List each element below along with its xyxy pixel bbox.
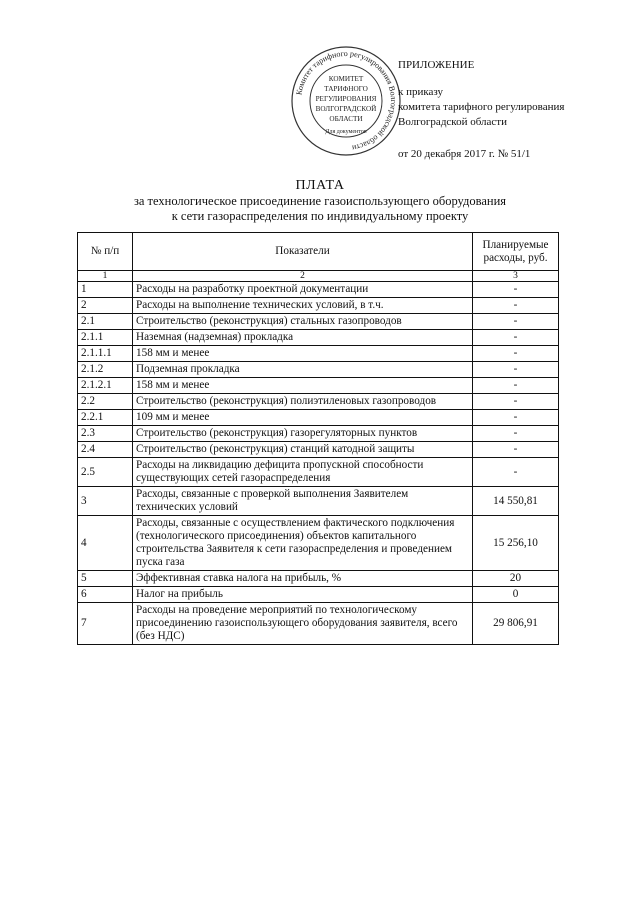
row-indicator: Строительство (реконструкция) стальных газопроводов	[133, 314, 473, 330]
row-indicator: Строительство (реконструкция) полиэтиленовых газопроводов	[133, 394, 473, 410]
table-row	[78, 378, 559, 394]
row-number: 1	[78, 282, 133, 298]
table-row	[78, 487, 559, 516]
row-value: 20	[473, 571, 559, 587]
row-value: 29 806,91	[473, 603, 559, 645]
appendix-line-1: к приказу	[398, 85, 444, 98]
row-indicator: Наземная (надземная) прокладка	[133, 330, 473, 346]
table-row	[78, 603, 559, 645]
row-value: -	[473, 314, 559, 330]
row-value: 14 550,81	[473, 487, 559, 516]
row-value: -	[473, 394, 559, 410]
row-number: 2.1.2.1	[78, 378, 133, 394]
row-indicator: Эффективная ставка налога на прибыль, %	[133, 571, 473, 587]
row-indicator: Расходы на выполнение технических условий, в т.ч.	[133, 298, 473, 314]
appendix-title: ПРИЛОЖЕНИЕ	[398, 59, 475, 71]
table-row	[78, 362, 559, 378]
row-value: -	[473, 410, 559, 426]
table-row	[78, 394, 559, 410]
row-indicator: Подземная прокладка	[133, 362, 473, 378]
row-number: 3	[78, 487, 133, 516]
row-number: 2.4	[78, 442, 133, 458]
row-indicator: Расходы на ликвидацию дефицита пропускной способности существующих сетей газораспределения	[133, 458, 473, 487]
header-number: № п/п	[78, 233, 133, 271]
table-row	[78, 571, 559, 587]
table-row	[78, 346, 559, 362]
index-cell: 1	[78, 271, 133, 282]
row-indicator: 109 мм и менее	[133, 410, 473, 426]
row-number: 2.3	[78, 426, 133, 442]
row-number: 2.2	[78, 394, 133, 410]
row-number: 2.1.2	[78, 362, 133, 378]
row-value: -	[473, 442, 559, 458]
row-indicator: Расходы, связанные с проверкой выполнения Заявителем технических условий	[133, 487, 473, 516]
table-row	[78, 410, 559, 426]
title-line-1: за технологическое присоединение газоиспользующего оборудования	[133, 194, 507, 208]
header-indicator: Показатели	[133, 233, 473, 271]
table-row	[78, 587, 559, 603]
row-number: 2.1.1	[78, 330, 133, 346]
row-indicator: Налог на прибыль	[133, 587, 473, 603]
seal-bottom-text: Для документов	[325, 129, 367, 135]
cost-table	[77, 232, 559, 645]
appendix-header	[398, 58, 564, 162]
row-number: 5	[78, 571, 133, 587]
row-indicator: Расходы на разработку проектной документации	[133, 282, 473, 298]
row-value: -	[473, 378, 559, 394]
appendix-line-2: комитета тарифного регулирования	[398, 100, 565, 113]
row-number: 2	[78, 298, 133, 314]
seal-line-1: КОМИТЕТ	[328, 75, 364, 83]
seal-ring-text: Комитет тарифного регулирования Волгоградской области	[294, 48, 399, 153]
table-row	[78, 516, 559, 571]
table-header-row	[78, 233, 559, 271]
table-row	[78, 426, 559, 442]
table-row	[78, 298, 559, 314]
official-seal	[290, 45, 402, 157]
row-value: -	[473, 458, 559, 487]
row-value: -	[473, 282, 559, 298]
row-value: -	[473, 362, 559, 378]
row-number: 2.1.1.1	[78, 346, 133, 362]
row-indicator: Расходы, связанные с осуществлением фактического подключения (технологического присоединения) объектов капитального строительства Заявителя к сети газораспределения и проведением пуска газа	[133, 516, 473, 571]
row-number: 2.5	[78, 458, 133, 487]
seal-line-2: ТАРИФНОГО	[324, 85, 368, 93]
table-row	[78, 442, 559, 458]
title-main: ПЛАТА	[295, 178, 345, 193]
table-row	[78, 458, 559, 487]
row-number: 4	[78, 516, 133, 571]
table-row	[78, 330, 559, 346]
row-indicator: Строительство (реконструкция) газорегуляторных пунктов	[133, 426, 473, 442]
row-value: -	[473, 426, 559, 442]
row-number: 2.2.1	[78, 410, 133, 426]
row-value: -	[473, 330, 559, 346]
row-value: 15 256,10	[473, 516, 559, 571]
title-line-2: к сети газораспределения по индивидуальному проекту	[171, 209, 469, 223]
seal-line-4: ВОЛГОГРАДСКОЙ	[315, 105, 377, 113]
index-cell: 2	[133, 271, 473, 282]
seal-line-3: РЕГУЛИРОВАНИЯ	[315, 95, 377, 103]
header-planned-cost: Планируемые расходы, руб.	[473, 233, 559, 271]
row-number: 6	[78, 587, 133, 603]
index-cell: 3	[473, 271, 559, 282]
document-title	[0, 178, 640, 224]
row-number: 2.1	[78, 314, 133, 330]
row-number: 7	[78, 603, 133, 645]
row-value: 0	[473, 587, 559, 603]
row-indicator: 158 мм и менее	[133, 346, 473, 362]
row-value: -	[473, 298, 559, 314]
row-value: -	[473, 346, 559, 362]
table-row	[78, 282, 559, 298]
table-index-row	[78, 271, 559, 282]
appendix-date: от 20 декабря 2017 г. № 51/1	[398, 148, 531, 161]
row-indicator: Расходы на проведение мероприятий по технологическому присоединению газоиспользующего оборудования заявителя, всего (без НДС)	[133, 603, 473, 645]
row-indicator: 158 мм и менее	[133, 378, 473, 394]
seal-line-5: ОБЛАСТИ	[329, 115, 363, 123]
row-indicator: Строительство (реконструкция) станций катодной защиты	[133, 442, 473, 458]
appendix-line-3: Волгоградской области	[398, 115, 507, 128]
table-row	[78, 314, 559, 330]
